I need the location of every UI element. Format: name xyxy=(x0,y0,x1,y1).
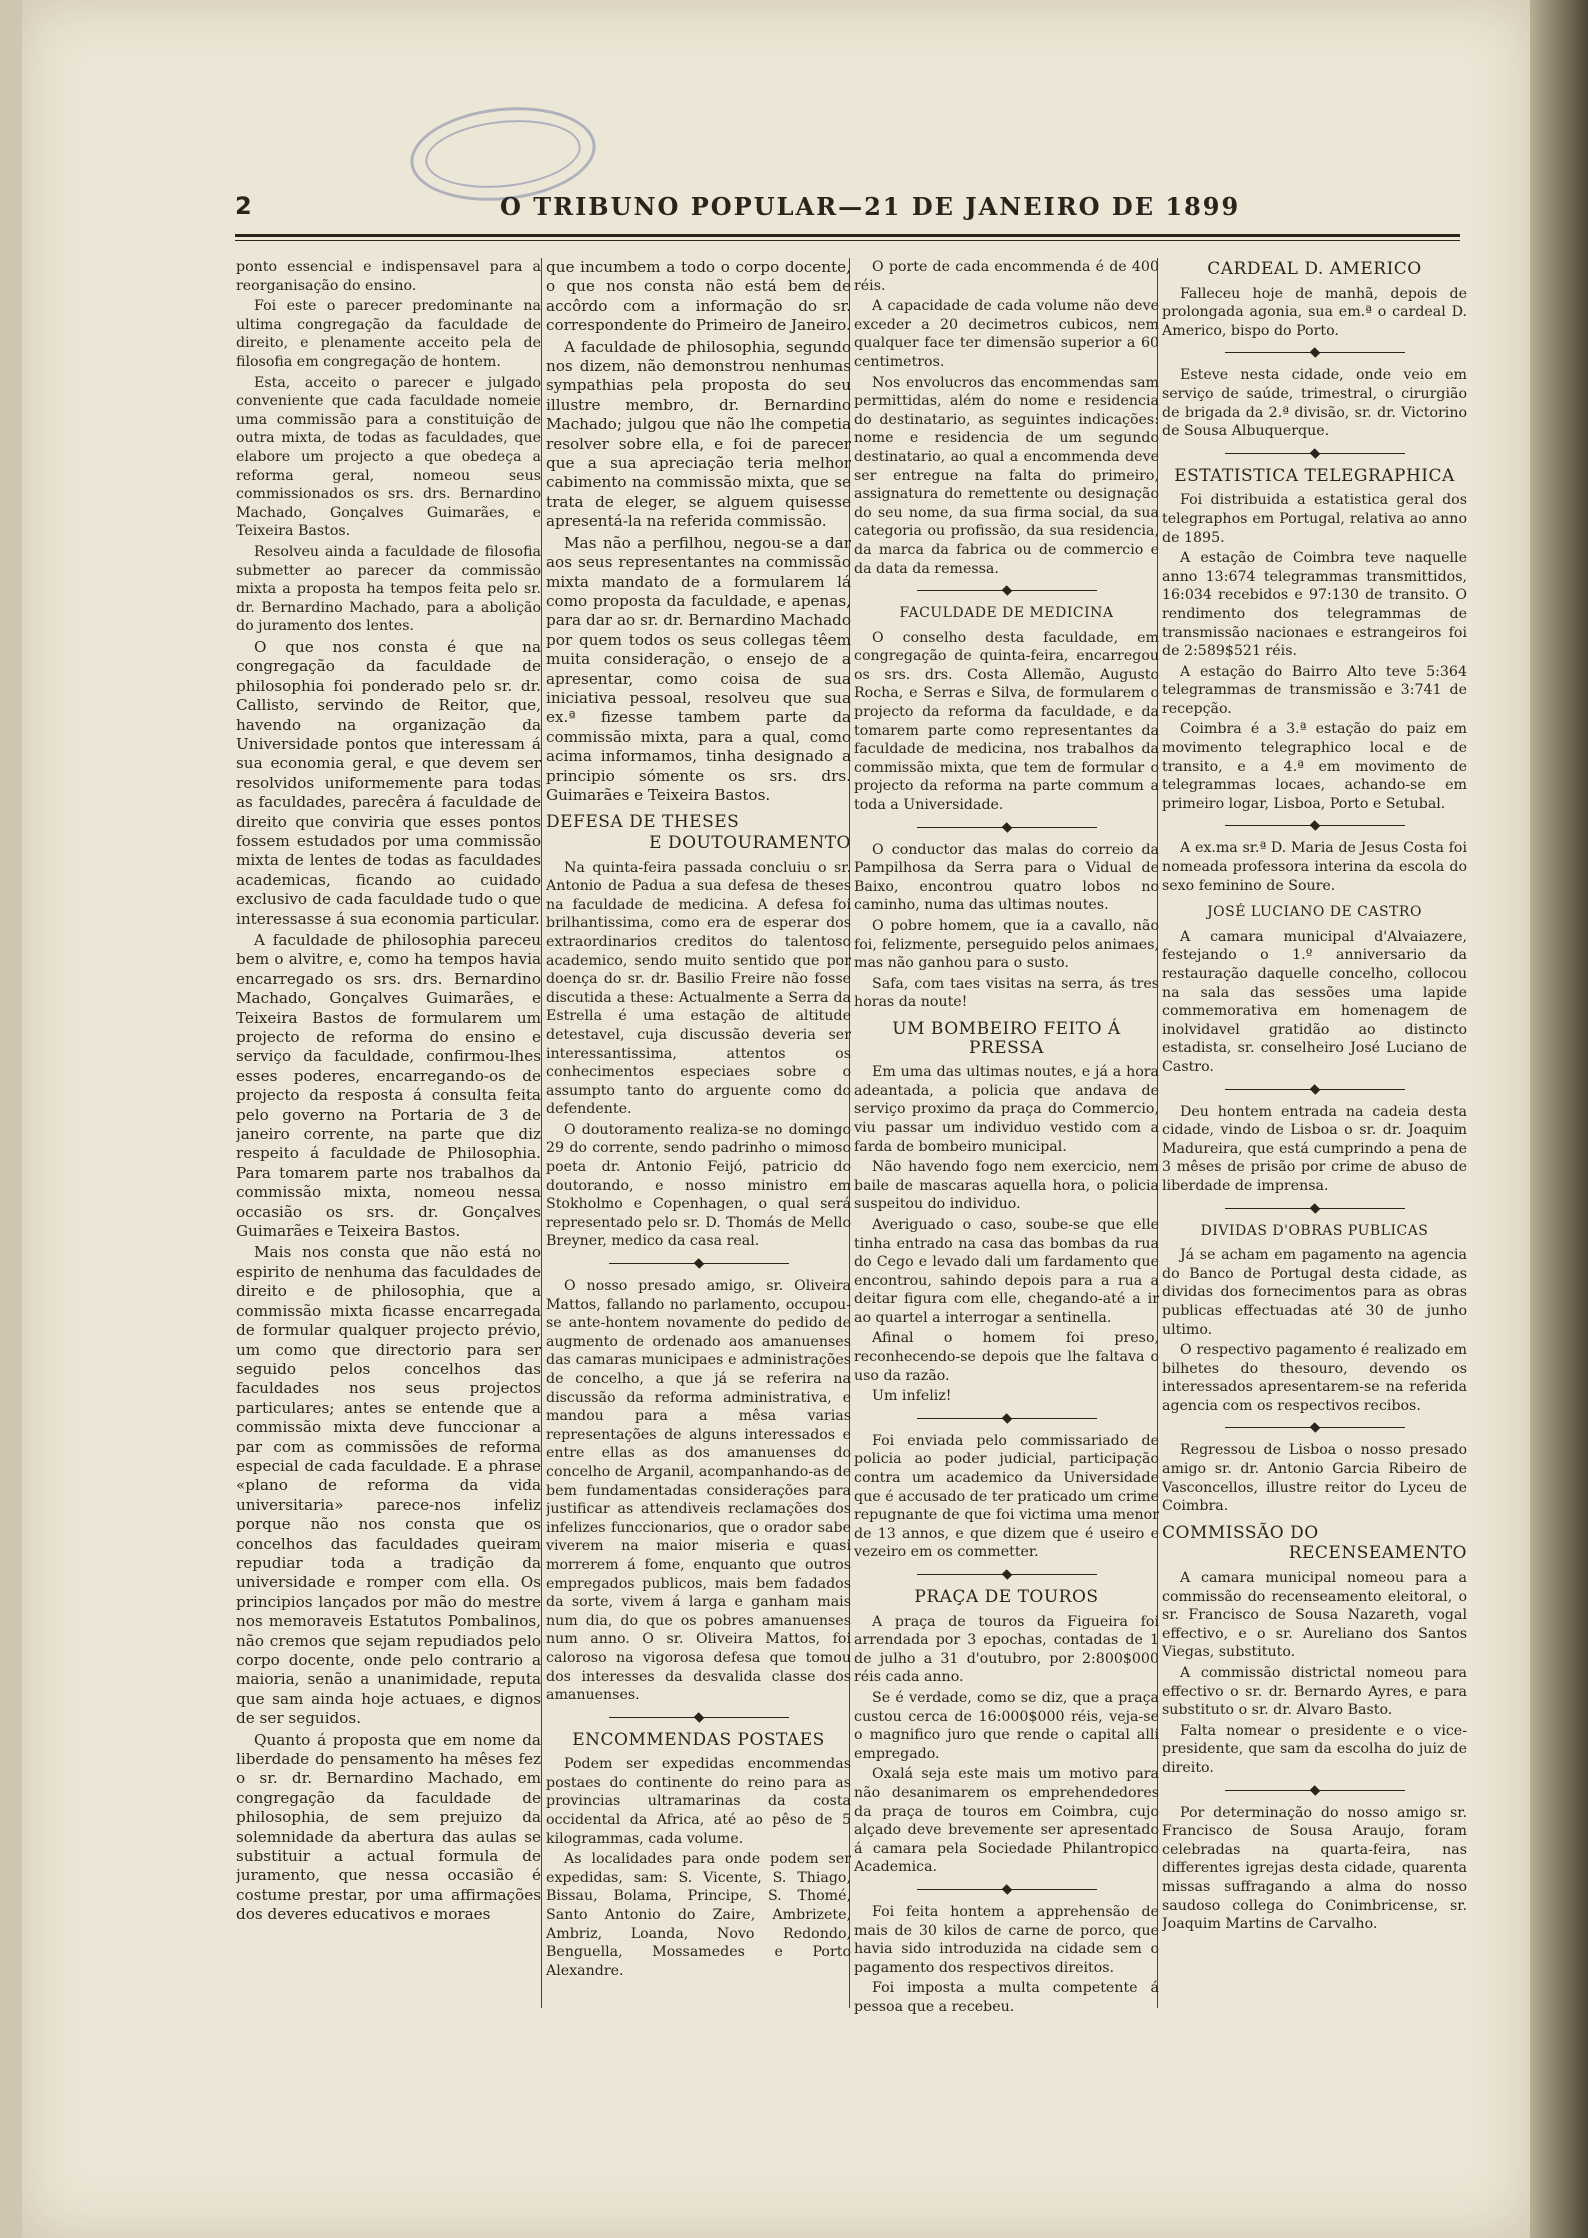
column-3 xyxy=(854,258,1159,2018)
separator xyxy=(1225,1786,1405,1796)
paragraph: Foi distribuida a estatistica geral dos telegraphos em Portugal, relativa ao anno de 1895. xyxy=(1162,492,1467,546)
paragraph: Foi este o parecer predominante na ultima congregação da faculdade de direito, e plenamente acceito pela de filosofia em congregação de hontem. xyxy=(236,298,541,370)
paragraph: O pobre homem, que ia a cavallo, não foi, felizmente, perseguido pelos animaes, mas não ganhou para o susto. xyxy=(854,918,1159,972)
separator xyxy=(609,1713,789,1723)
paragraph: Coimbra é a 3.ª estação do paiz em movimento telegraphico local e de transito, e a 4.ª em movimento de telegrammas locaes, achando-se em primeiro logar, Lisboa, Porto e Setubal. xyxy=(1162,721,1467,812)
paragraph: O nosso presado amigo, sr. Oliveira Mattos, fallando no parlamento, occupou-se ante-hontem novamente do pedido de augmento de ordenado aos amanuenses das camaras municipaes e administrações de concelho, a que já se referira na discussão da reforma administrativa, e mandou para a mêsa varias representações de alguns interessados e entre ellas as dos amanuenses do concelho de Arganil, acompanhando-as de bem fundamentadas considerações para justificar as attendiveis reclamações dos infelizes funccionarios, que o orador sabe viverem na maior miseria e quasi morrerem á fome, enquanto que outros empregados publicos, mais bem fadados da sorte, vivem á larga e ganham mais num dia, do que os pobres amanuenses num anno. O sr. Oliveira Mattos, foi caloroso na vigorosa defesa que tomou dos interesses da desvalida classe dos amanuenses. xyxy=(546,1278,851,1704)
paragraph: O conductor das malas do correio da Pampilhosa da Serra para o Vidual de Baixo, encontrou quatro lobos no caminho, numa das ultimas noutes. xyxy=(854,841,1159,914)
paragraph: Resolveu ainda a faculdade de filosofia submetter ao parecer da commissão mixta a proposta ha tempos feita pelo sr. dr. Bernardino Machado, para a abolição do juramento dos lentes. xyxy=(236,543,541,635)
page-number: 2 xyxy=(235,192,252,220)
paragraph: Falta nomear o presidente e o vice-presidente, que sam da escolha do juiz de direito. xyxy=(1162,1722,1467,1776)
paragraph: Em uma das ultimas noutes, e já a hora adeantada, a policia que andava de serviço proximo da praça do Commercio, viu passar um individuo vestido com a farda de bombeiro municipal. xyxy=(854,1064,1159,1155)
separator xyxy=(917,586,1097,596)
headline-jose-luciano: JOSÉ LUCIANO DE CASTRO xyxy=(1207,904,1422,921)
paragraph: Na quinta-feira passada concluiu o sr. Antonio de Padua a sua defesa de theses na faculdade de medicina. A defesa foi brilhantissima, como era de esperar dos extraordinarios creditos do talentoso academico, sendo muito sentido que por doença do sr. dr. Basilio Freire não fosse discutida a these: Actualmente a Serra da Estrella é uma estação de altitude detestavel, cuja discussão deveria ser interessantissima, attentos os conhecimentos especiaes sobre o assumpto tanto do arguente como do defendente. xyxy=(546,859,851,1118)
column-4 xyxy=(1162,258,1467,2018)
paragraph: As localidades para onde podem ser expedidas, sam: S. Vicente, S. Thiago, Bissau, Bolama, Principe, S. Thomé, Santo Antonio do Zaire, Ambrizete, Ambriz, Loanda, Novo Redondo, Benguella, Mossamedes e Porto Alexandre. xyxy=(546,1851,851,1979)
separator xyxy=(1225,1204,1405,1214)
paragraph: Averiguado o caso, soube-se que elle tinha entrado na casa das bombas da rua do Cego e levado dali um fardamento que encontrou, sahindo depois para a rua a deitar figura com elle, chegando-até a ir ao quartel a interrogar a sentinella. xyxy=(854,1216,1159,1326)
paragraph: O conselho desta faculdade, em congregação de quinta-feira, encarregou os srs. drs. Costa Allemão, Augusto Rocha, e Serras e Silva, de formularem o projecto da reforma da faculdade, e da tomarem parte como representantes da faculdade de medicina, nos trabalhos da commissão mixta, que tem de formular o projecto da reforma na parte commum a toda a Universidade. xyxy=(854,629,1159,814)
paragraph: Mas não a perfilhou, negou-se a dar aos seus representantes na commissão mixta mandato de a formularem lá como proposta da faculdade, e apenas, para dar ao sr. dr. Bernardino Machado por quem todos os seus collegas têem muita consideração, o ensejo de a apresentar, como coisa de sua iniciativa pessoal, resolveu que sua ex.ª fizesse tambem parte da commissão mixta, para a qual, como acima informamos, tinha designado a principio sómente os srs. drs. Guimarães e Teixeira Bastos. xyxy=(546,533,851,804)
paragraph: O porte de cada encommenda é de 400 réis. xyxy=(854,259,1159,294)
headline-doutouramento: E DOUTOURAMENTO xyxy=(649,832,851,853)
paragraph: Regressou de Lisboa o nosso presado amigo sr. dr. Antonio Garcia Ribeiro de Vasconcellos, illustre reitor do Lyceu de Coimbra. xyxy=(1162,1442,1467,1515)
headline-estatistica: ESTATISTICA TELEGRAPHICA xyxy=(1174,465,1455,486)
next-page-edge xyxy=(1530,0,1588,2238)
paragraph: A estação do Bairro Alto teve 5:364 telegrammas de transmissão e 3:741 de recepção. xyxy=(1162,663,1467,717)
paragraph: Falleceu hoje de manhã, depois de prolongada agonia, sua em.ª o cardeal D. Americo, bispo do Porto. xyxy=(1162,285,1467,339)
paragraph: Esta, acceito o parecer e julgado conveniente que cada faculdade nomeie uma commissão para a constituição de outra mixta, de todas as faculdades, que elabore um projecto a que obedeça a reforma geral, nomeou seus commissionados os srs. drs. Bernardino Machado, Gonçalves Guimarães, e Teixeira Bastos. xyxy=(236,374,541,540)
paragraph: A camara municipal d'Alvaiazere, festejando o 1.º anniversario da restauração daquelle concelho, collocou na sala das sessões uma lapide commemorativa em homenagem de inolvidavel gratidão ao distincto estadista, sr. conselheiro José Luciano de Castro. xyxy=(1162,928,1467,1075)
paragraph: Deu hontem entrada na cadeia desta cidade, vindo de Lisboa o sr. dr. Joaquim Madureira, que está cumprindo a pena de 3 mêses de prisão por crime de abuso de liberdade de imprensa. xyxy=(1162,1103,1467,1194)
paragraph: A ex.ma sr.ª D. Maria de Jesus Costa foi nomeada professora interina da escola do sexo feminino de Soure. xyxy=(1162,840,1467,894)
paragraph: Foi feita hontem a apprehensão de mais de 30 kilos de carne de porco, que havia sido introduzida na cidade sem o pagamento dos respectivos direitos. xyxy=(854,1903,1159,1976)
separator xyxy=(917,1414,1097,1424)
paragraph: O respectivo pagamento é realizado em bilhetes do thesouro, devendo os interessados apresentarem-se na referida agencia com os respectivos recibos. xyxy=(1162,1342,1467,1414)
separator xyxy=(917,1570,1097,1580)
paragraph: O doutoramento realiza-se no domingo 29 do corrente, sendo padrinho o mimoso poeta dr. Antonio Feijó, patricio do doutorando, e nosso ministro em Stokholmo e Copenhagen, o qual será representado pelo sr. D. Thomás de Mello Breyner, medico da casa real. xyxy=(546,1121,851,1250)
paragraph: Podem ser expedidas encommendas postaes do continente do reino para as provincias ultramarinas da costa occidental da Africa, até ao pêso de 5 kilogrammas, cada volume. xyxy=(546,1756,851,1847)
column-rule xyxy=(541,258,542,2008)
paragraph: ponto essencial e indispensavel para a reorganisação do ensino. xyxy=(236,259,541,294)
paragraph: Mais nos consta que não está no espirito de nenhuma das faculdades de direito e de philosophia, que a commissão mixta ficasse encarregada de formular qualquer projecto prévio, um como que directorio para ser seguido pelos concelhos das faculdades nos seus projectos particulares; antes se entende que a commissão mixta deve funccionar a par com as commissões de reforma especial de cada faculdade. E a phrase «plano de reforma da vida universitaria» parece-nos infeliz porque não nos consta que os concelhos das faculdades queiram repudiar toda a tradição da universidade e romper com ella. Os principios lançados por mão do mestre nos memoraveis Estatutos Pombalinos, não cremos que sejam repudiados pelo corpo docente, onde pelo contrario a maioria, senão a unanimidade, reputa que sam ainda hoje actuaes, e dignos de ser seguidos. xyxy=(236,1243,541,1728)
paragraph: A estação de Coimbra teve naquelle anno 13:674 telegrammas transmittidos, 16:034 recebidos e 97:130 de transito. O rendimento dos telegrammas de transmissão nacionaes e estrangeiros foi de 2:589$521 réis. xyxy=(1162,550,1467,660)
paragraph: A faculdade de philosophia pareceu bem o alvitre, e, como ha tempos havia encarregado os srs. drs. Bernardino Machado, Gonçalves Guimarães, e Teixeira Bastos de formularem um projecto de reforma do ensino e serviço da faculdade, confirmou-lhes esses poderes, encarregando-os de projecto da resposta á consulta feita pelo governo na Portaria de 3 de janeiro corrente, na parte que diz respeito á faculdade de Philosophia. Para tomarem parte nos trabalhos da commissão mixta, nomeou nessa occasião os srs. dr. Gonçalves Guimarães e Teixeira Bastos. xyxy=(236,930,541,1241)
paragraph: Por determinação do nosso amigo sr. Francisco de Sousa Araujo, foram celebradas na quarta-feira, nas differentes igrejas desta cidade, quarenta missas suffragando a alma do nosso saudoso collega do Conimbricense, sr. Joaquim Martins de Carvalho. xyxy=(1162,1804,1467,1933)
header-rule xyxy=(235,234,1460,237)
paragraph: A commissão districtal nomeou para effectivo o sr. dr. Bernardo Ayres, e para substituto o sr. dr. Alvaro Basto. xyxy=(1162,1665,1467,1719)
paragraph: Foi enviada pelo commissariado de policia ao poder judicial, participação contra um academico da Universidade que é accusado de ter praticado um crime repugnante de que foi victima uma menor de 13 annos, e que dizem que é useiro e vezeiro em os commetter. xyxy=(854,1432,1159,1561)
separator xyxy=(917,1885,1097,1895)
paragraph: Afinal o homem foi preso, reconhecendo-se depois que lhe faltava o uso da razão. xyxy=(854,1330,1159,1384)
paragraph: A praça de touros da Figueira foi arrendada por 3 epochas, contadas de 1 de julho a 31 d'outubro, por 2:800$000 réis cada anno. xyxy=(854,1613,1159,1686)
separator xyxy=(1225,348,1405,358)
headline-bombeiro: UM BOMBEIRO FEITO Á PRESSA xyxy=(892,1018,1121,1058)
headline-dividas: DIVIDAS D'OBRAS PUBLICAS xyxy=(1200,1222,1429,1239)
column-1 xyxy=(236,258,541,2018)
separator xyxy=(609,1259,789,1269)
separator xyxy=(1225,449,1405,459)
paragraph: que incumbem a todo o corpo docente, o que nos consta não está bem de accôrdo com a informação do sr. correspondente do Primeiro de Janeiro. xyxy=(546,258,851,335)
paragraph: Oxalá seja este mais um motivo para não desanimarem os emprehendedores da praça de touros em Coimbra, cujo alçado deve brevemente ser apresentado á camara pela Sociedade Philantropico Academica. xyxy=(854,1766,1159,1876)
paragraph: Se é verdade, como se diz, que a praça custou cerca de 16:000$000 réis, veja-se o magnifico juro que rende o capital alli empregado. xyxy=(854,1689,1159,1762)
separator xyxy=(917,823,1097,833)
paragraph: A faculdade de philosophia, segundo nos dizem, não demonstrou nenhumas sympathias pela proposta do seu illustre membro, dr. Bernardino Machado; julgou que não lhe competia resolver sobre ella, e foi de parecer que a sua apreciação teria melhor cabimento na commissão mixta, que se trata de eleger, se alguem quisesse apresentá-la na referida commissão. xyxy=(546,337,851,531)
paragraph: O que nos consta é que na congregação da faculdade de philosophia foi ponderado pelo sr. dr. Callisto, servindo de Reitor, que, havendo na organização da Universidade pontos que interessam á sua economia geral, e que devem ser resolvidos uniformemente para todas as faculdades, parecêra á faculdade de direito que conviria que esses pontos fossem estudados por uma commissão mixta de lentes de todas as faculdades academicas, ficando ao cuidado exclusivo de cada faculdade tudo o que interessasse á sua economia particular. xyxy=(236,637,541,928)
paragraph: Esteve nesta cidade, onde veio em serviço de saúde, trimestral, o cirurgião de brigada da 2.ª divisão, sr. dr. Victorino de Sousa Albuquerque. xyxy=(1162,367,1467,440)
paragraph: A camara municipal nomeou para a commissão do recenseamento eleitoral, o sr. Francisco de Sousa Nazareth, vogal effectivo, e o sr. Aureliano dos Santos Viegas, substituto. xyxy=(1162,1570,1467,1661)
separator xyxy=(1225,821,1405,831)
paragraph: Safa, com taes visitas na serra, ás tres horas da noute! xyxy=(854,975,1159,1011)
headline-faculdade-medicina: FACULDADE DE MEDICINA xyxy=(899,605,1114,622)
headline-commissao: COMMISSÃO DO xyxy=(1162,1522,1319,1543)
paragraph: Um infeliz! xyxy=(872,1388,952,1405)
separator xyxy=(1225,1085,1405,1095)
masthead: O TRIBUNO POPULAR—21 DE JANEIRO DE 1899 xyxy=(500,192,1241,221)
paragraph: Não havendo fogo nem exercicio, nem baile de mascaras aquella hora, o policia suspeitou do individuo. xyxy=(854,1159,1159,1213)
header-rule-thin xyxy=(235,240,1460,241)
paragraph: Já se acham em pagamento na agencia do Banco de Portugal desta cidade, as dividas dos fornecimentos para as obras publicas effectuadas até 30 de junho ultimo. xyxy=(1162,1247,1467,1338)
headline-recenseamento: RECENSEAMENTO xyxy=(1288,1543,1467,1564)
headline-cardeal: CARDEAL D. AMERICO xyxy=(1207,259,1422,279)
separator xyxy=(1225,1423,1405,1433)
paragraph: Nos envolucros das encommendas sam permittidas, além do nome e residencia do destinatario, as seguintes indicações: nome e residencia de um segundo destinatario, ao qual a encommenda deve ser entregue na falta do primeiro, assignatura do remettente ou designação do seu nome, da sua firma social, da sua categoria ou profissão, da sua residencia, da marca da fabrica ou de commercio e da data da remessa. xyxy=(854,374,1159,577)
paragraph: Quanto á proposta que em nome da liberdade do pensamento ha mêses fez o sr. dr. Bernardino Machado, em congregação da faculdade de philosophia, de sem prejuizo da solemnidade da abertura das aulas se substituir a actual formula de juramento, que nessa occasião é costume prestar, por uma affirmações dos deveres educativos e moraes xyxy=(236,1730,541,1924)
headline-praca-touros: PRAÇA DE TOUROS xyxy=(914,1587,1099,1607)
headline-defesa: DEFESA DE THESES xyxy=(546,812,740,833)
paragraph: Foi imposta a multa competente á pessoa que a recebeu. xyxy=(854,1980,1159,2015)
page-header xyxy=(235,188,1460,224)
paragraph: A capacidade de cada volume não deve exceder a 20 decimetros cubicos, nem qualquer face ter dimensão superior a 60 centimetros. xyxy=(854,298,1159,370)
column-2 xyxy=(546,258,851,2018)
headline-encommendas: ENCOMMENDAS POSTAES xyxy=(572,1729,825,1750)
